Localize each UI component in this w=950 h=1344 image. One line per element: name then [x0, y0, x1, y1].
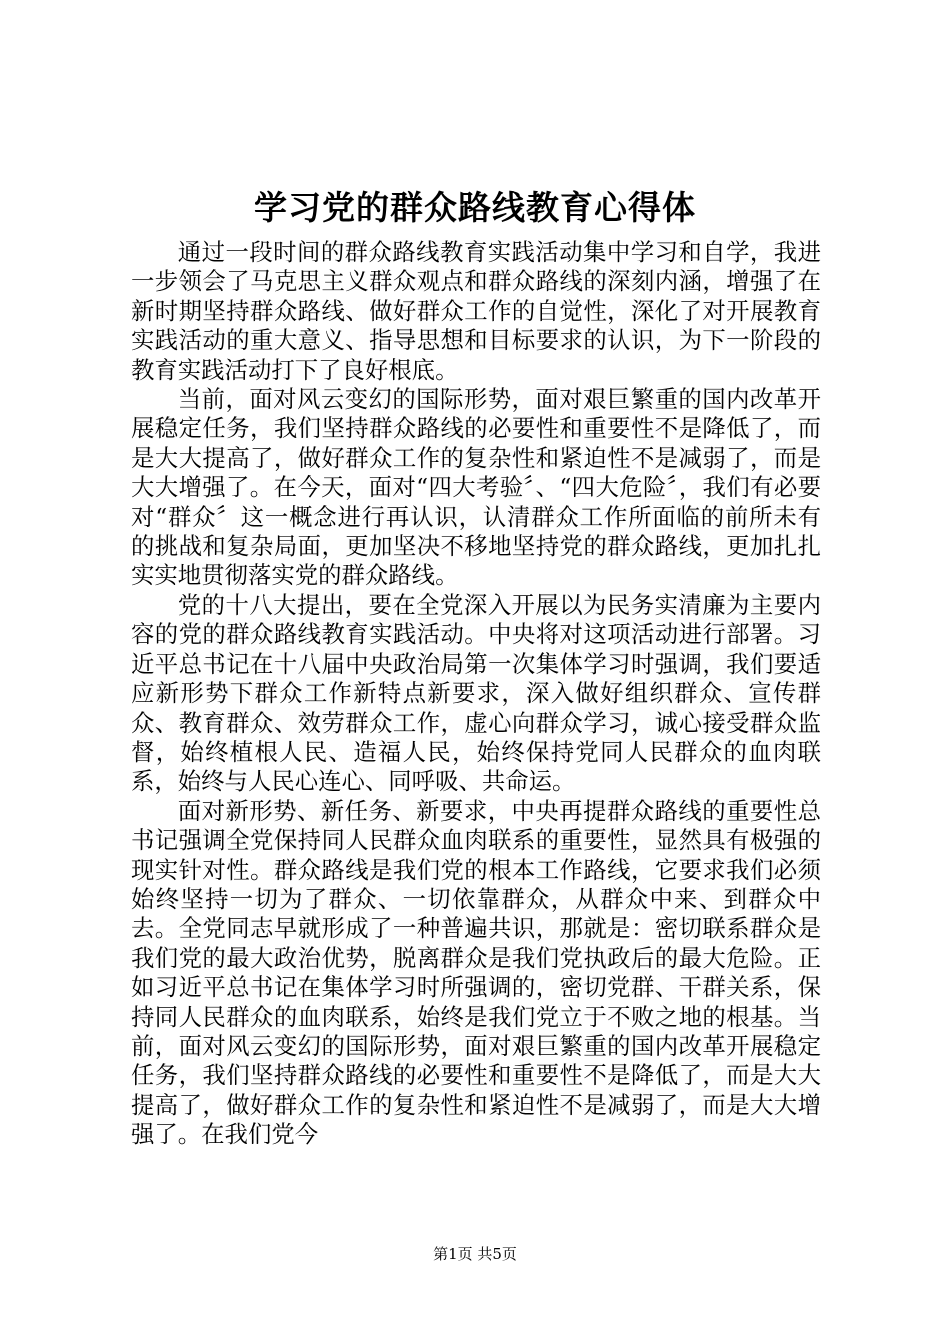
document-title: 学习党的群众路线教育心得体	[254, 188, 696, 227]
paragraph: 面对新形势、新任务、新要求，中央再提群众路线的重要性总书记强调全党保持同人民群众血肉联系的重要性，显然具有极强的现实针对性。群众路线是我们党的根本工作路线，它要求我们必须始终坚持一切为了群众、一切依靠群众，从群众中来、到群众中去。全党同志早就形成了一种普遍共识，那就是：密切联系群众是我们党的最大政治优势，脱离群众是我们党执政后的最大危险。正如习近平总书记在集体学习时所强调的，密切党群、干群关系，保持同人民群众的血肉联系，始终是我们党立于不败之地的根基。当前，面对风云变幻的国际形势，面对艰巨繁重的国内改革开展稳定任务，我们坚持群众路线的必要性和重要性不是降低了，而是大大提高了，做好群众工作的复杂性和紧迫性不是减弱了，而是大大增强了。在我们党今	[131, 796, 821, 1149]
paragraph: 党的十八大提出，要在全党深入开展以为民务实清廉为主要内容的党的群众路线教育实践活动。中央将对这项活动进行部署。习近平总书记在十八届中央政治局第一次集体学习时强调，我们要适应新形势下群众工作新特点新要求，深入做好组织群众、宣传群众、教育群众、效劳群众工作，虚心向群众学习，诚心接受群众监督，始终植根人民、造福人民，始终保持党同人民群众的血肉联系，始终与人民心连心、同呼吸、共命运。	[131, 590, 821, 796]
paragraph: 当前，面对风云变幻的国际形势，面对艰巨繁重的国内改革开展稳定任务，我们坚持群众路线的必要性和重要性不是降低了，而是大大提高了，做好群众工作的复杂性和紧迫性不是减弱了，而是大大增强了。在今天，面对“四大考验〞、“四大危险〞，我们有必要对“群众〞这一概念进行再认识，认清群众工作所面临的前所未有的挑战和复杂局面，更加坚决不移地坚持党的群众路线，更加扎扎实实地贯彻落实党的群众路线。	[131, 385, 821, 590]
document-body	[131, 238, 821, 1150]
paragraph: 通过一段时间的群众路线教育实践活动集中学习和自学，我进一步领会了马克思主义群众观点和群众路线的深刻内涵，增强了在新时期坚持群众路线、做好群众工作的自觉性，深化了对开展教育实践活动的重大意义、指导思想和目标要求的认识，为下一阶段的教育实践活动打下了良好根底。	[131, 238, 821, 384]
page-number-footer: 第1页 共5页	[433, 1245, 517, 1263]
